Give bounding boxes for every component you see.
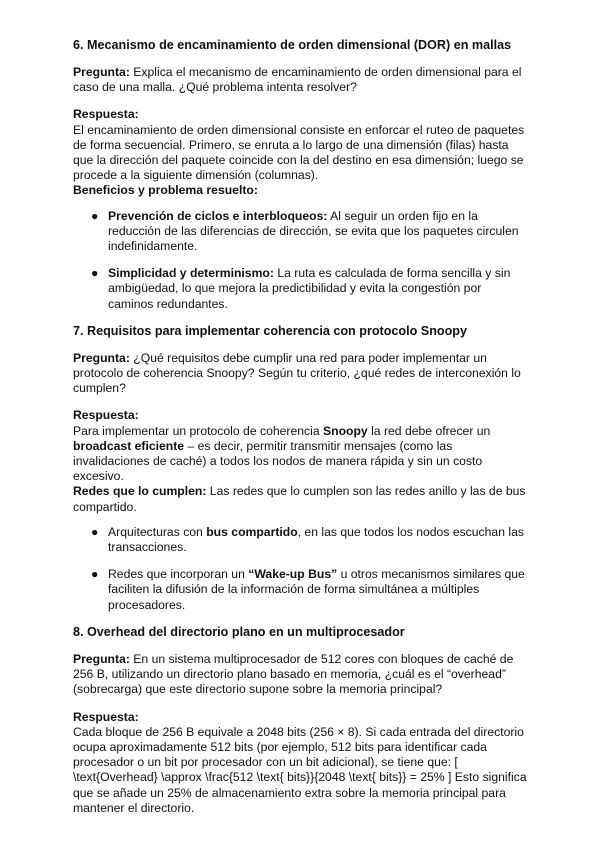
list-item: ● Arquitecturas con bus compartido, en las que todos los nodos escuchan las transacciones. <box>91 524 524 555</box>
question-label: Pregunta: <box>73 350 130 365</box>
question-text: ¿Qué requisitos debe cumplir una red para poder implementar un protocolo de coherencia Snoopy? Según tu criterio, ¿qué redes de interconexión lo cumplen? <box>73 350 521 396</box>
section-8-answer-label: Respuesta: <box>73 709 139 724</box>
question-text: En un sistema multiprocesador de 512 cores con bloques de caché de 256 B, utilizando un directorio plano basado en memoria, ¿cuál es el “overhead” (sobrecarga) que este directorio supone sobre la memoria principal? <box>73 651 514 697</box>
section-6-bullet-list <box>73 209 530 312</box>
section-6-answer-label: Respuesta: <box>73 107 139 122</box>
section-7-answer-label: Respuesta: <box>73 408 139 423</box>
section-8-question <box>73 652 530 698</box>
question-label: Pregunta: <box>73 65 130 79</box>
bullet-icon: ● <box>91 266 99 281</box>
section-7 <box>73 324 530 613</box>
bullet-icon: ● <box>91 567 99 582</box>
section-6-title: 6. Mecanismo de encaminamiento de orden dimensional (DOR) en mallas <box>73 38 512 52</box>
bullet-icon: ● <box>91 208 99 223</box>
section-7-networks: Redes que lo cumplen: Las redes que lo cumplen son las redes anillo y las de bus compartido. <box>73 484 526 514</box>
question-text: Explica el mecanismo de encaminamiento de orden dimensional para el caso de una malla. ¿Qué problema intenta resolver? <box>73 65 522 95</box>
section-8 <box>73 625 530 816</box>
section-8-title: 8. Overhead del directorio plano en un multiprocesador <box>73 624 405 639</box>
section-6-answer-text: El encaminamiento de orden dimensional consiste en enforcar el ruteo de paquetes de forma secuencial. Primero, se enruta a lo largo de una dimensión (filas) hasta que la dirección del paquete coincide con la del destino en esa dimensión; luego se procede a la siguiente dimensión (columnas). <box>73 122 525 183</box>
list-item: ● Prevención de ciclos e interbloqueos: Al seguir un orden fijo en la reducción de las diferencias de dirección, se evita que los paquetes circulen indefinidamente. <box>91 208 519 254</box>
section-7-bullet-list <box>73 525 530 613</box>
section-8-answer-text: Cada bloque de 256 B equivale a 2048 bits (256 × 8). Si cada entrada del directorio ocupa aproximadamente 512 bits (por ejemplo, 512 bits para identificar cada procesador o un bit por procesador con un bit adicional), se tiene que: [ \text{Overhead} \approx \frac{512 \text{ bits}}{2048 \text{ bits}} = 25% ] Esto significa que se añade un 25% de almacenamiento extra sobre la memoria principal para mantener el directorio. <box>73 724 527 815</box>
list-item: ● Redes que incorporan un “Wake-up Bus” u otros mecanismos similares que faciliten la difusión de la información de forma simultánea a múltiples procesadores. <box>91 567 525 612</box>
section-6-benefits-label: Beneficios y problema resuelto: <box>73 183 258 198</box>
bullet-icon: ● <box>91 524 99 539</box>
list-item: ● Simplicidad y determinismo: La ruta es calculada de forma sencilla y sin ambigüedad, lo que mejora la predictibilidad y evita la congestión por caminos redundantes. <box>91 266 511 311</box>
section-7-question <box>73 351 530 397</box>
section-7-answer-text: Para implementar un protocolo de coherencia Snoopy la red debe ofrecer un broadcast eficiente – es decir, permitir transmitir mensajes (como las invalidaciones de caché) a todos los nodos de manera rápida y sin un costo excesivo. <box>73 423 491 484</box>
section-6-question <box>73 65 530 95</box>
question-label: Pregunta: <box>73 651 130 666</box>
section-7-title: 7. Requisitos para implementar coherencia con protocolo Snoopy <box>73 323 467 338</box>
section-6 <box>73 38 530 312</box>
